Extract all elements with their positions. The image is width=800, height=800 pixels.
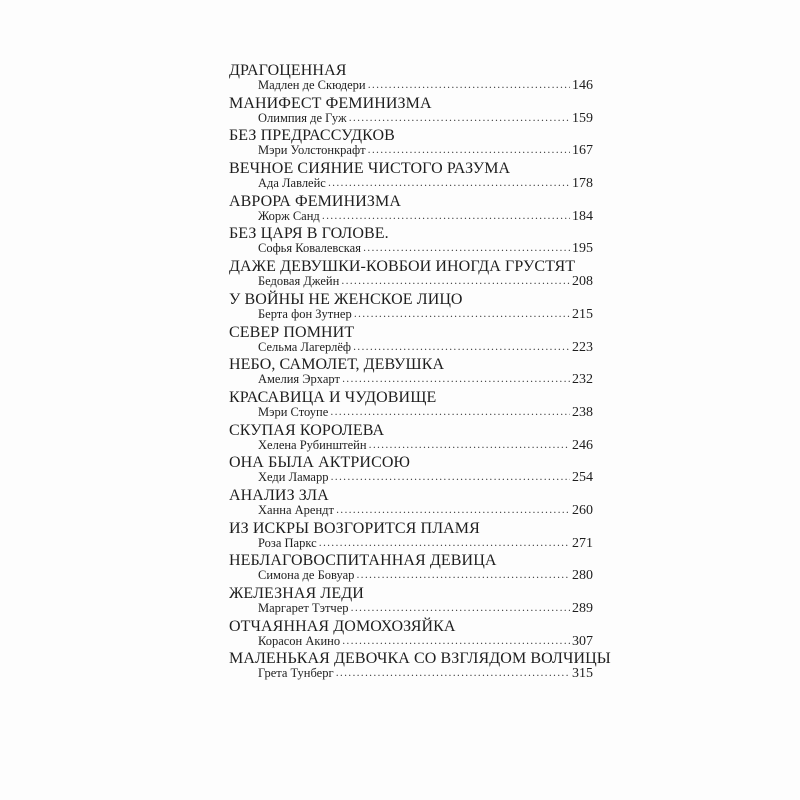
author-name: Маргарет Тэтчер: [258, 601, 349, 615]
author-name: Мэри Стоупе: [258, 404, 329, 419]
toc-entry: [229, 585, 595, 618]
author-line: [258, 340, 593, 355]
author-line: [258, 143, 593, 158]
author-line: [258, 470, 593, 485]
author-name: Хелена Рубинштейн: [258, 437, 367, 452]
toc-entry: [229, 291, 595, 324]
page-number: 232: [572, 372, 593, 388]
page-number: 215: [572, 306, 593, 322]
author-name: Мадлен де Скюдери: [258, 78, 366, 92]
author-name: Берта фон Зутнер: [258, 306, 352, 321]
author-name: Симона де Бовуар: [258, 568, 355, 583]
chapter-title: БЕЗ ЦАРЯ В ГОЛОВЕ.: [229, 225, 389, 243]
dot-leader: [336, 666, 570, 681]
author-line: [258, 176, 593, 191]
dot-leader: [369, 438, 570, 453]
author-name: Жорж Санд: [258, 208, 320, 223]
author-name: Олимпия де Гуж: [258, 110, 347, 125]
author-line: [258, 372, 593, 387]
page-number: 315: [572, 666, 593, 682]
chapter-title: ЖЕЛЕЗНАЯ ЛЕДИ: [229, 585, 364, 602]
page-number: 146: [572, 78, 593, 93]
chapter-title: ВЕЧНОЕ СИЯНИЕ ЧИСТОГО РАЗУМА: [229, 160, 511, 178]
page-number: 208: [572, 274, 593, 290]
chapter-title: МАНИФЕСТ ФЕМИНИЗМА: [229, 94, 432, 112]
author-line: [258, 503, 593, 518]
dot-leader: [353, 340, 570, 355]
author-name: Грета Тунберг: [258, 666, 334, 681]
chapter-title: АВРОРА ФЕМИНИЗМА: [229, 192, 401, 210]
page-number: 184: [572, 208, 593, 224]
chapter-title: АНАЛИЗ ЗЛА: [229, 486, 329, 504]
dot-leader: [330, 470, 570, 485]
page-number: 178: [572, 176, 593, 192]
author-line: [258, 274, 593, 289]
dot-leader: [368, 143, 570, 158]
toc-entry: [229, 454, 595, 487]
page-number: 289: [572, 601, 593, 616]
author-line: [258, 111, 593, 126]
toc-entry: [229, 324, 595, 357]
page-number: 159: [572, 110, 593, 126]
chapter-title: ДРАГОЦЕННАЯ: [229, 62, 347, 79]
author-name: Амелия Эрхарт: [258, 372, 340, 387]
author-line: [258, 568, 593, 583]
toc-entry: [229, 487, 595, 520]
author-name: Корасон Акино: [258, 633, 341, 648]
dot-leader: [351, 601, 570, 616]
chapter-title: НЕБО, САМОЛЕТ, ДЕВУШКА: [229, 356, 445, 374]
chapter-title: ОТЧАЯННАЯ ДОМОХОЗЯЙКА: [229, 617, 456, 635]
toc-entry: [229, 618, 595, 651]
author-name: Роза Паркс: [258, 535, 317, 550]
dot-leader: [363, 241, 570, 256]
page-number: 167: [572, 143, 593, 159]
dot-leader: [368, 78, 570, 93]
dot-leader: [354, 307, 570, 322]
dot-leader: [349, 111, 570, 126]
toc-entry: [229, 193, 595, 226]
toc-entry: [229, 225, 595, 258]
author-line: [258, 405, 593, 420]
author-line: [258, 307, 593, 322]
author-line: [258, 438, 593, 453]
chapter-title: ИЗ ИСКРЫ ВОЗГОРИТСЯ ПЛАМЯ: [229, 519, 480, 537]
toc-entry: [229, 356, 595, 389]
chapter-title: КРАСАВИЦА И ЧУДОВИЩЕ: [229, 388, 437, 406]
author-name: Мэри Уолстонкрафт: [258, 143, 366, 158]
toc-entry: [229, 95, 595, 128]
toc-entry: [229, 520, 595, 553]
toc-entry: [229, 258, 595, 291]
page-number: 254: [572, 470, 593, 486]
dot-leader: [336, 503, 570, 518]
chapter-title: ОНА БЫЛА АКТРИСОЮ: [229, 454, 411, 472]
page-number: 260: [572, 502, 593, 518]
dot-leader: [342, 372, 570, 387]
author-name: Софья Ковалевская: [258, 241, 361, 256]
author-name: Ханна Арендт: [258, 502, 334, 517]
author-line: [258, 634, 593, 649]
dot-leader: [356, 568, 570, 583]
page-number: 195: [572, 241, 593, 257]
author-name: Бедовая Джейн: [258, 274, 340, 289]
author-name: Ада Лавлейс: [258, 176, 326, 191]
author-line: [258, 209, 593, 224]
page-number: 307: [572, 633, 593, 649]
page-number: 223: [572, 339, 593, 355]
chapter-title: НЕБЛАГОВОСПИТАННАЯ ДЕВИЦА: [229, 552, 497, 570]
toc-entry: [229, 127, 595, 160]
dot-leader: [341, 274, 570, 289]
author-line: [258, 666, 593, 681]
author-line: [258, 536, 593, 551]
toc-entry: [229, 650, 611, 683]
dot-leader: [319, 536, 570, 551]
toc-entry: [229, 422, 595, 455]
dot-leader: [322, 209, 570, 224]
chapter-title: ДАЖЕ ДЕВУШКИ-КОВБОИ ИНОГДА ГРУСТЯТ: [229, 258, 576, 276]
chapter-title: СКУПАЯ КОРОЛЕВА: [229, 421, 385, 439]
chapter-title: БЕЗ ПРЕДРАССУДКОВ: [229, 127, 395, 145]
dot-leader: [342, 634, 570, 649]
toc-entry: [229, 62, 595, 95]
author-name: Хеди Ламарр: [258, 470, 329, 485]
chapter-title: У ВОЙНЫ НЕ ЖЕНСКОЕ ЛИЦО: [229, 290, 463, 308]
dot-leader: [328, 176, 570, 191]
toc-entry: [229, 389, 595, 422]
page-number: 246: [572, 437, 593, 453]
page-number: 280: [572, 568, 593, 584]
chapter-title: СЕВЕР ПОМНИТ: [229, 323, 355, 341]
chapter-title: МАЛЕНЬКАЯ ДЕВОЧКА СО ВЗГЛЯДОМ ВОЛЧИЦЫ: [229, 650, 611, 668]
author-name: Сельма Лагерлёф: [258, 339, 351, 354]
toc-entry: [229, 160, 595, 193]
author-line: [258, 601, 593, 616]
page-number: 238: [572, 404, 593, 420]
table-of-contents: [229, 62, 611, 683]
dot-leader: [330, 405, 570, 420]
author-line: [258, 241, 593, 256]
toc-entry: [229, 552, 595, 585]
page-number: 271: [572, 535, 593, 551]
author-line: [258, 78, 593, 93]
